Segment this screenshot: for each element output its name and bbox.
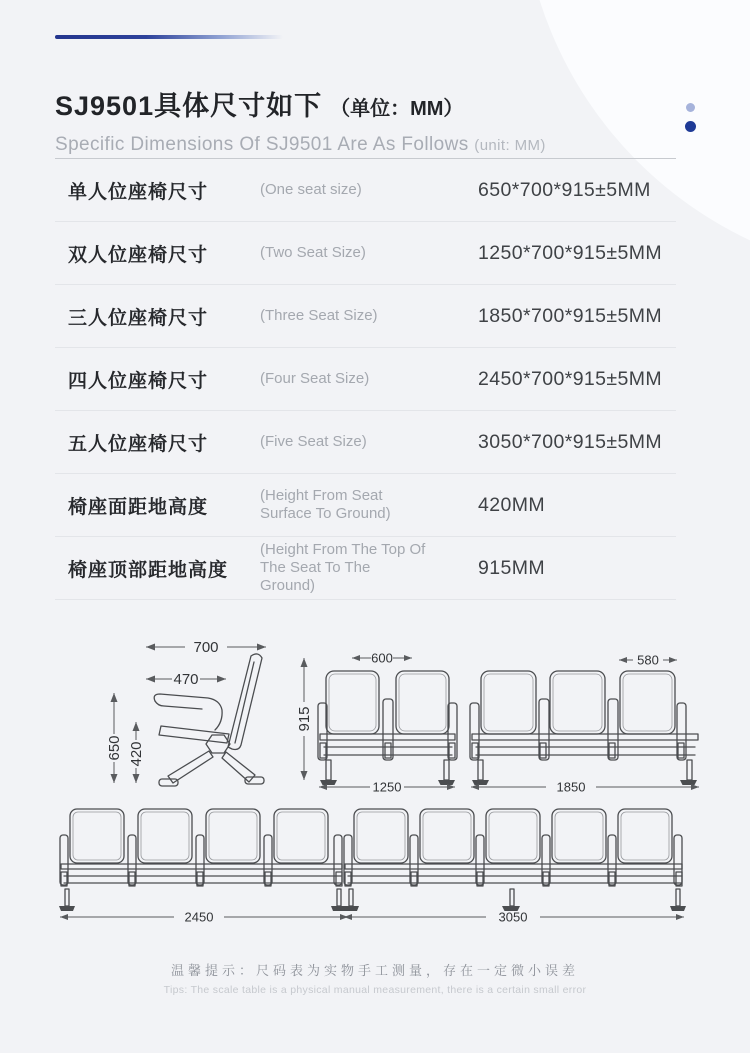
spec-label-en: (Two Seat Size)	[260, 243, 366, 261]
spec-row-four-seat	[55, 348, 676, 411]
diagram-four-seat-front	[58, 803, 350, 925]
diagram-five-seat-front	[342, 803, 687, 925]
three-seat-drawing	[470, 671, 698, 785]
spec-label-cn: 单人位座椅尺寸	[68, 181, 209, 203]
decor-accent-line	[55, 35, 283, 39]
spec-row-five-seat	[55, 411, 676, 474]
subtitle-en: Specific Dimensions Of SJ9501 Are As Follows	[55, 134, 469, 155]
spec-label-en: (Five Seat Size)	[260, 432, 367, 450]
page-subtitle	[55, 134, 655, 156]
spec-value: 2450*700*915±5MM	[478, 367, 663, 390]
spec-value: 3050*700*915±5MM	[478, 430, 663, 453]
side-chair-drawing	[154, 654, 264, 786]
dim-label-700: 700	[193, 639, 219, 656]
diagram-two-seat-front	[316, 646, 466, 796]
spec-label-en: (Three Seat Size)	[260, 306, 378, 324]
footer-tips	[0, 960, 750, 996]
spec-row-seat-height	[55, 474, 676, 537]
spec-label-cn: 四人位座椅尺寸	[68, 370, 209, 392]
five-seat-drawing	[343, 809, 686, 911]
header	[55, 84, 655, 156]
dim-label-600: 600	[371, 650, 393, 666]
decor-dots	[684, 103, 696, 132]
dim-label-915: 915	[296, 706, 313, 732]
spec-row-top-height	[55, 537, 676, 600]
spec-value: 650*700*915±5MM	[478, 178, 651, 201]
tip-en: Tips: The scale table is a physical manual measurement, there is a certain small error	[163, 984, 587, 996]
spec-label-cn: 双人位座椅尺寸	[68, 244, 209, 266]
dim-label-2450: 2450	[184, 909, 214, 925]
page-title	[55, 84, 655, 123]
dim-label-420: 420	[128, 741, 145, 767]
dim-label-3050: 3050	[498, 909, 528, 925]
diagram-side-view	[98, 632, 328, 807]
spec-table	[55, 159, 676, 600]
two-seat-drawing	[318, 671, 457, 785]
dim-label-580: 580	[637, 652, 659, 668]
four-seat-drawing	[59, 809, 347, 911]
dim-label-650: 650	[106, 735, 123, 761]
dot-light-icon	[686, 103, 695, 112]
spec-label-cn: 五人位座椅尺寸	[68, 433, 209, 455]
diagram-three-seat-front	[468, 646, 703, 796]
spec-label-en: (Height From Seat Surface To Ground)	[260, 486, 391, 522]
spec-label-en: (Four Seat Size)	[260, 369, 370, 387]
dim-label-470: 470	[173, 671, 199, 688]
spec-label-en: (Height From The Top Of The Seat To The Ground)	[260, 540, 426, 595]
spec-label-en: (One seat size)	[260, 180, 362, 198]
title-unit: （单位：MM）	[330, 98, 464, 120]
spec-value: 420MM	[478, 493, 546, 516]
spec-row-one-seat	[55, 159, 676, 222]
spec-row-two-seat	[55, 222, 676, 285]
dim-label-1250: 1250	[372, 779, 402, 795]
spec-label-cn: 椅座面距地高度	[68, 496, 209, 518]
spec-row-three-seat	[55, 285, 676, 348]
spec-value: 1250*700*915±5MM	[478, 241, 663, 264]
title-cn: SJ9501具体尺寸如下	[55, 91, 323, 121]
dim-label-1850: 1850	[556, 779, 586, 795]
spec-value: 915MM	[478, 556, 546, 579]
spec-value: 1850*700*915±5MM	[478, 304, 663, 327]
spec-label-cn: 三人位座椅尺寸	[68, 307, 209, 329]
subtitle-unit: (unit: MM)	[474, 137, 546, 154]
dot-dark-icon	[685, 121, 696, 132]
spec-label-cn: 椅座顶部距地高度	[68, 559, 229, 581]
tip-cn: 温馨提示：尺码表为实物手工测量，存在一定微小误差	[170, 963, 579, 978]
